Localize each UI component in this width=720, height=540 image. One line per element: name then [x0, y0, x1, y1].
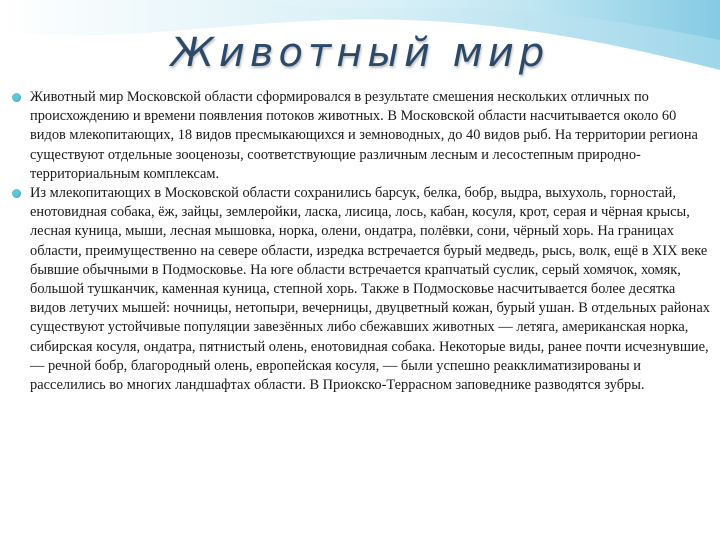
- bullet-text: Животный мир Московской области сформировался в результате смешения нескольких отличных по происхождению и времени появления потоков животных. В Московской области насчитывается около 60 видов млекопитающих, 18 видов пресмыкающихся и земноводных, до 40 видов рыб. На территории региона существуют отдельные зооценозы, соответствующие различным лесным и лесостепным природно-территориальным комплексам.: [30, 89, 698, 182]
- slide-title: Животный мир: [170, 30, 550, 76]
- bullet-item: [12, 88, 712, 184]
- bullet-text: Из млекопитающих в Московской области сохранились барсук, белка, бобр, выдра, выхухоль, горностай, енотовидная собака, ёж, зайцы, землеройки, ласка, лисица, лось, кабан, косуля, крот, серая и чёрная крысы, лесная куница, мыши, лесная мышовка, норка, олени, ондатра, полёвки, сони, чёрный хорь. На границах области, преимущественно на севере области, изредка встречается бурый медведь, рысь, волк, ещё в XIX веке бывшие обычными в Подмосковье. На юге области встречается крапчатый суслик, серый хомячок, хомяк, большой тушканчик, каменная куница, степной хорь. Также в Подмосковье насчитывается более десятка видов летучих мышей: ночницы, нетопыри, вечерницы, двуцветный кожан, бурый ушан. В отдельных районах существуют устойчивые популяции завезённых либо сбежавших животных — летяга, американская норка, сибирская косуля, ондатра, пятнистый олень, енотовидная собака. Некоторые виды, ранее почти исчезнувшие, — речной бобр, благородный олень, европейская косуля, — были успешно реакклиматизированы и расселились во многих ландшафтах области. В Приокско-Террасном заповеднике разводятся зубры.: [30, 185, 710, 394]
- bullet-item: [12, 184, 712, 395]
- bullet-dot-icon: [12, 93, 21, 102]
- bullet-dot-icon: [12, 189, 21, 198]
- bullet-list: [12, 88, 712, 395]
